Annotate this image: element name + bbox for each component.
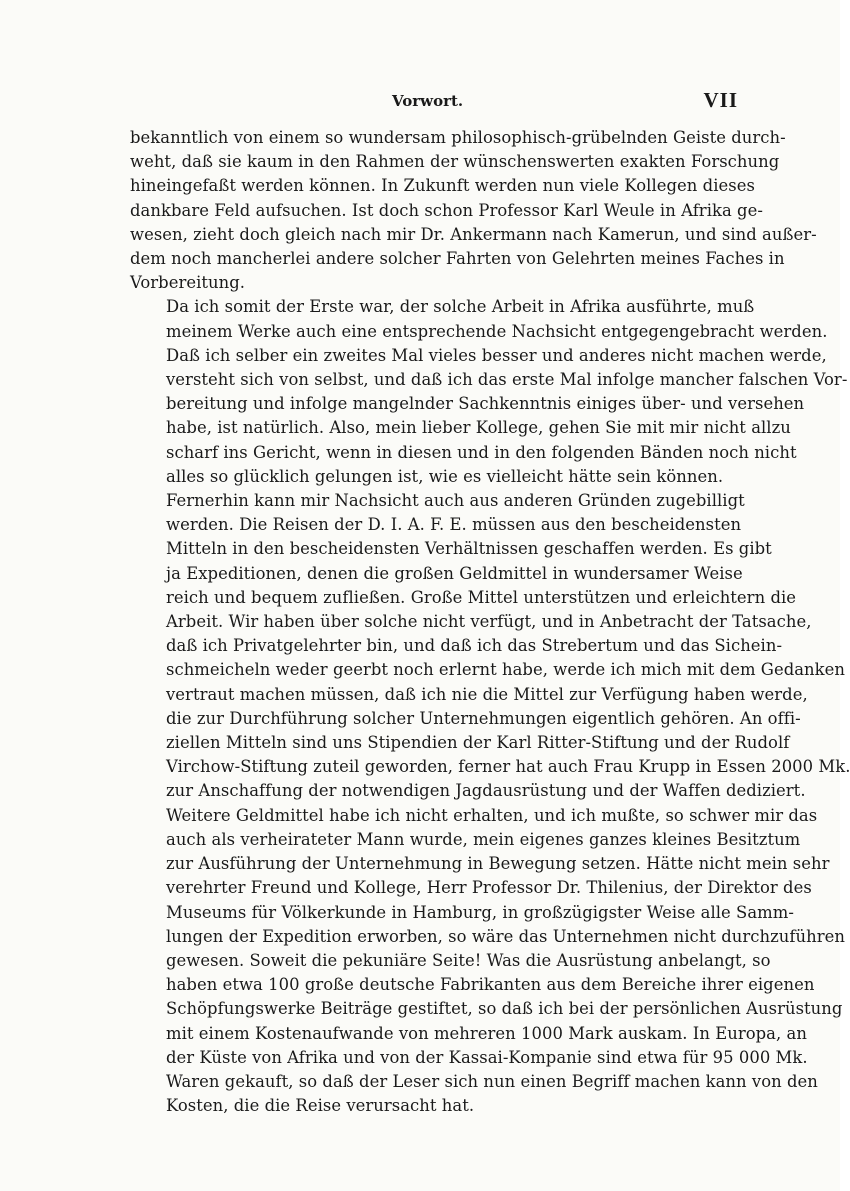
text-line: Museums für Völkerkunde in Hamburg, in großzügigster Weise alle Samm-	[166, 902, 794, 922]
text-line: schmeicheln weder geerbt noch erlernt habe, werde ich mich mit dem Gedanken	[166, 660, 845, 680]
text-line: werden. Die Reisen der D. I. A. F. E. müssen aus den bescheidensten	[166, 515, 742, 535]
text-line: versteht sich von selbst, und daß ich das erste Mal infolge mancher falschen Vor-	[166, 370, 848, 390]
text-line: lungen der Expedition erworben, so wäre das Unternehmen nicht durchzuführen	[166, 926, 845, 946]
text-line: mit einem Kostenaufwande von mehreren 1000 Mark auskam. In Europa, an	[166, 1023, 807, 1043]
text-line: Virchow-Stiftung zuteil geworden, ferner hat auch Frau Krupp in Essen 2000 Mk.	[166, 757, 850, 777]
text-line: meinem Werke auch eine entsprechende Nachsicht entgegengebracht werden.	[166, 321, 828, 341]
text-line: wesen, zieht doch gleich nach mir Dr. Ankermann nach Kamerun, und sind außer-	[130, 224, 817, 244]
text-line: Mitteln in den bescheidensten Verhältnissen geschaffen werden. Es gibt	[166, 539, 772, 559]
text-line: hineingefaßt werden können. In Zukunft werden nun viele Kollegen dieses	[130, 176, 755, 196]
text-line: scharf ins Gericht, wenn in diesen und in den folgenden Bänden noch nicht	[166, 442, 797, 462]
text-line: zur Ausführung der Unternehmung in Bewegung setzen. Hätte nicht mein sehr	[166, 854, 830, 874]
page-header	[130, 88, 738, 118]
text-line: habe, ist natürlich. Also, mein lieber Kollege, gehen Sie mit mir nicht allzu	[166, 418, 791, 438]
paragraph-2	[130, 295, 848, 489]
text-line: Fernerhin kann mir Nachsicht auch aus anderen Gründen zugebilligt	[166, 491, 745, 511]
text-line: Arbeit. Wir haben über solche nicht verfügt, und in Anbetracht der Tatsache,	[166, 612, 812, 632]
text-line: Daß ich selber ein zweites Mal vieles besser und anderes nicht machen werde,	[166, 345, 827, 365]
running-head: Vorwort.	[392, 92, 464, 110]
text-line: Da ich somit der Erste war, der solche Arbeit in Afrika ausführte, muß	[166, 297, 755, 317]
text-line: bereitung und infolge mangelnder Sachkenntnis einiges über- und versehen	[166, 394, 805, 414]
text-line: Waren gekauft, so daß der Leser sich nun einen Begriff machen kann von den	[166, 1071, 818, 1091]
text-line: ja Expeditionen, denen die großen Geldmittel in wundersamer Weise	[166, 563, 743, 583]
paragraph-3	[130, 489, 850, 1118]
page-number: VII	[703, 88, 738, 112]
text-line: die zur Durchführung solcher Unternehmungen eigentlich gehören. An offi-	[166, 708, 801, 728]
text-line: auch als verheirateter Mann wurde, mein eigenes ganzes kleines Besitztum	[166, 829, 801, 849]
text-line: vertraut machen müssen, daß ich nie die Mittel zur Verfügung haben werde,	[166, 684, 808, 704]
text-line: bekanntlich von einem so wundersam philosophisch-grübelnden Geiste durch-	[130, 128, 786, 147]
text-line: ziellen Mitteln sind uns Stipendien der Karl Ritter-Stiftung und der Rudolf	[166, 733, 790, 753]
text-line: der Küste von Afrika und von der Kassai-Kompanie sind etwa für 95 000 Mk.	[166, 1047, 808, 1067]
text-line: dem noch mancherlei andere solcher Fahrten von Gelehrten meines Faches in	[130, 249, 785, 269]
text-line: dankbare Feld aufsuchen. Ist doch schon Professor Karl Weule in Afrika ge-	[130, 200, 763, 220]
text-line: zur Anschaffung der notwendigen Jagdausrüstung und der Waffen dediziert.	[166, 781, 806, 801]
text-line: haben etwa 100 große deutsche Fabrikanten aus dem Bereiche ihrer eigenen	[166, 975, 815, 995]
text-line: weht, daß sie kaum in den Rahmen der wünschenswerten exakten Forschung	[130, 152, 780, 172]
body-text	[130, 126, 850, 1118]
text-line: alles so glücklich gelungen ist, wie es vielleicht hätte sein können.	[166, 466, 724, 486]
text-line: Schöpfungswerke Beiträge gestiftet, so daß ich bei der persönlichen Ausrüstung	[166, 999, 843, 1019]
text-line: gewesen. Soweit die pekuniäre Seite! Was die Ausrüstung anbelangt, so	[166, 950, 771, 970]
text-line: Kosten, die die Reise verursacht hat.	[166, 1096, 475, 1116]
text-line: Vorbereitung.	[130, 273, 246, 293]
text-line: verehrter Freund und Kollege, Herr Professor Dr. Thilenius, der Direktor des	[166, 878, 812, 898]
text-line: Weitere Geldmittel habe ich nicht erhalten, und ich mußte, so schwer mir das	[166, 805, 818, 825]
paragraph-1	[130, 126, 817, 295]
text-line: daß ich Privatgelehrter bin, und daß ich das Strebertum und das Sichein-	[166, 636, 783, 656]
text-line: reich und bequem zufließen. Große Mittel unterstützen und erleichtern die	[166, 587, 797, 607]
